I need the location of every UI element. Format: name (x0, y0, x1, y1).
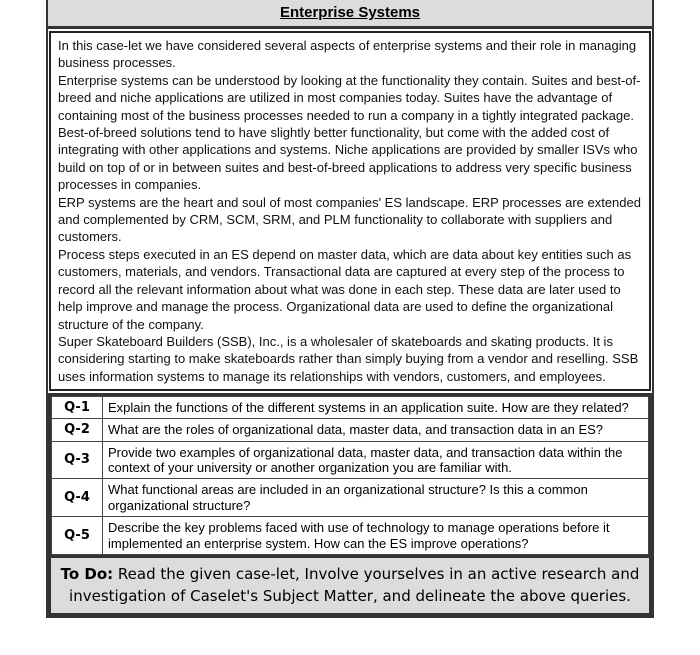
question-id: Q-1 (52, 397, 103, 419)
paragraph: ERP systems are the heart and soul of most companies' ES landscape. ERP processes are extended and complemented by CRM, SCM, SRM, and PLM functionality to collaborate with suppliers and customers. (58, 194, 641, 245)
question-id: Q-4 (52, 479, 103, 517)
question-row (52, 517, 649, 555)
question-row (52, 397, 649, 419)
question-id: Q-5 (52, 517, 103, 555)
todo-text: Read the given case-let, Involve yourselves in an active research and investigation of Caselet's Subject Matter, and delineate the above queries. (69, 565, 640, 606)
case-text (49, 31, 651, 391)
question-row (52, 419, 649, 442)
question-row (52, 479, 649, 517)
questions-table (48, 393, 652, 616)
title-bar (48, 0, 652, 29)
question-text: Describe the key problems faced with use of technology to manage operations before it implemented an enterprise system. How can the ES improve operations? (103, 517, 649, 555)
paragraph: Super Skateboard Builders (SSB), Inc., is a wholesaler of skateboards and skating products. It is considering starting to make skateboards rather than simply buying from a vendor and reselling. SSB uses information systems to manage its relationships with vendors, customers, and employees. (58, 333, 639, 384)
case-let-document (46, 0, 654, 618)
question-text: Provide two examples of organizational data, master data, and transaction data within the context of your university or another organization you are familiar with. (103, 442, 649, 479)
question-text: What functional areas are included in an organizational structure? Is this a common organizational structure? (103, 479, 649, 517)
question-id: Q-3 (52, 442, 103, 479)
question-row (52, 442, 649, 479)
question-text: Explain the functions of the different systems in an application suite. How are they related? (103, 397, 649, 419)
todo-label: To Do: (60, 565, 114, 584)
todo-box (51, 555, 649, 613)
page-title: Enterprise Systems (279, 4, 421, 21)
question-id: Q-2 (52, 419, 103, 442)
paragraph: Enterprise systems can be understood by looking at the functionality they contain. Suites and best-of-breed and niche applications are utilized in most companies today. Suites have the advantage of containing most of the business processes needed to run a company in a tightly integrated package. Best-of-breed solutions tend to have slightly better functionality, but come with the added cost of integrating with other applications and systems. Niche applications are provided by smaller ISVs who build on top of or in between suites and best-of-breed applications to address very specific business processes in companies. (58, 72, 641, 193)
question-text: What are the roles of organizational data, master data, and transaction data in an ES? (103, 419, 649, 442)
paragraph: In this case-let we have considered several aspects of enterprise systems and their role in managing business processes. (58, 38, 637, 71)
paragraph: Process steps executed in an ES depend on master data, which are data about key entities such as customers, materials, and vendors. Transactional data are captured at every step of the process to record all the relevant information about what was done in each step. These data are later used to help improve and manage the process. Organizational data are used to define the organizational structure of the company. (58, 246, 632, 332)
